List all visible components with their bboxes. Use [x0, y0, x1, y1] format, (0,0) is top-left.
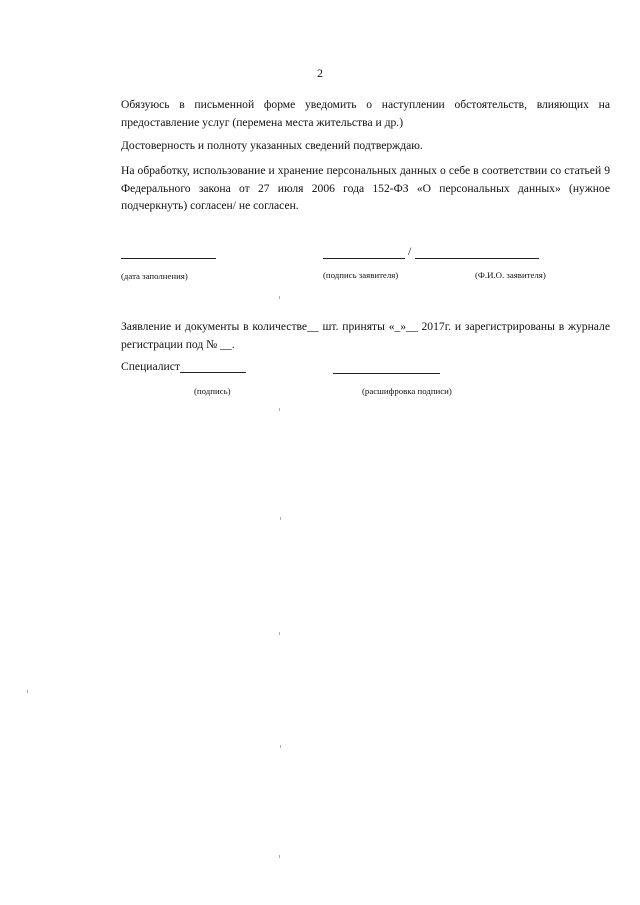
applicant-fio-line: [415, 258, 539, 259]
scan-speck: [279, 632, 280, 635]
paragraph-consent: На обработку, использование и хранение персональных данных о себе в соответствии со статьей 9 Федерального закона от 27 июля 2006 года 152-ФЗ «О персональных данных» (нужное подчеркнуть) согласен/ не согласен.: [121, 164, 610, 212]
scan-speck: [279, 855, 280, 858]
caption-specialist-decoding: (расшифровка подписи): [362, 386, 452, 396]
date-line: [121, 258, 216, 259]
scan-speck: [279, 296, 280, 299]
scan-speck: [279, 408, 280, 411]
scan-speck: [27, 690, 28, 693]
caption-applicant-signature: (подпись заявителя): [323, 270, 399, 280]
caption-applicant-fio: (Ф.И.О. заявителя): [475, 270, 546, 280]
specialist-decoding-line: [333, 373, 440, 374]
paragraph-confirm: Достоверность и полноту указанных сведений подтверждаю.: [121, 139, 423, 152]
specialist-label: [121, 360, 246, 373]
caption-specialist-signature: (подпись): [194, 386, 231, 396]
scan-speck: [280, 517, 281, 520]
specialist-label-text: Специалист: [121, 360, 180, 373]
paragraph-notify: [121, 96, 610, 131]
scan-speck: [280, 745, 281, 748]
page-number: 2: [317, 66, 323, 80]
paragraph-accepted: Заявление и документы в количестве__ шт. приняты «_»__ 2017г. и зарегистрированы в журнале регистрации под № __.: [121, 320, 610, 351]
signature-slash: /: [408, 244, 412, 258]
caption-date: (дата заполнения): [121, 271, 188, 281]
applicant-signature-line: [323, 258, 405, 259]
paragraph-notify-text: Обязуюсь в письменной форме уведомить о наступлении обстоятельств, влияющих на предоставление услуг (перемена места жительства и др.): [121, 98, 610, 129]
specialist-signature-line: [180, 372, 246, 373]
